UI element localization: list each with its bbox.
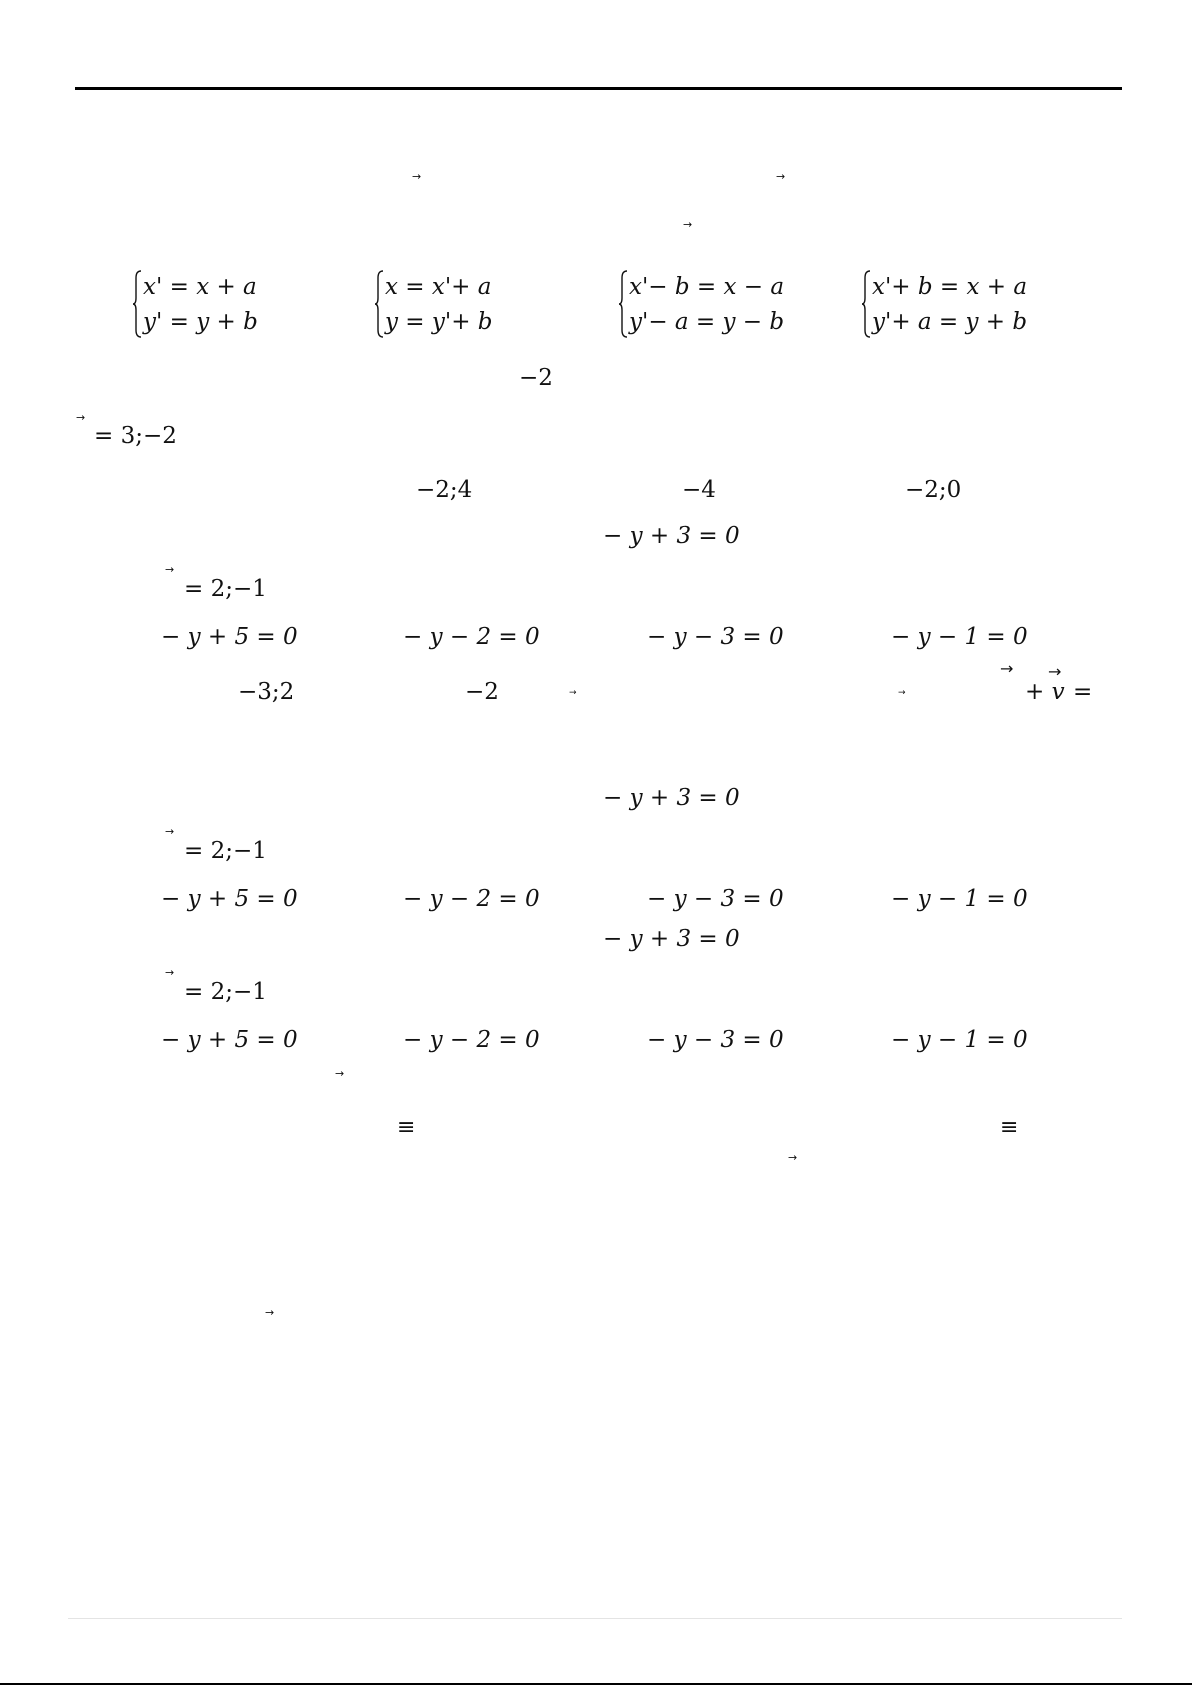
line-equation: − y + 3 = 0 bbox=[603, 926, 740, 952]
system-line-2: y = y'+ b bbox=[385, 309, 493, 335]
vector-arrow-icon: → bbox=[1048, 662, 1062, 681]
system-line-1: x'+ b = x + a bbox=[872, 274, 1028, 300]
system-option-d bbox=[862, 270, 1028, 338]
answer-option: − y + 5 = 0 bbox=[161, 886, 298, 912]
system-line-2: y'+ a = y + b bbox=[872, 309, 1028, 335]
vector-arrow-icon: → bbox=[1000, 659, 1014, 678]
left-brace-icon bbox=[133, 270, 143, 338]
answer-option: − y − 2 = 0 bbox=[403, 886, 540, 912]
coincides-symbol-icon: ≡ bbox=[1000, 1115, 1019, 1140]
math-fragment: −2;0 bbox=[905, 477, 962, 503]
system-line-1: x = x'+ a bbox=[385, 274, 492, 300]
answer-option: − y − 3 = 0 bbox=[647, 886, 784, 912]
coincides-symbol-icon: ≡ bbox=[397, 1115, 416, 1140]
header-rule bbox=[75, 87, 1122, 90]
vector-arrow-icon: → bbox=[412, 170, 422, 183]
vector-arrow-icon: → bbox=[898, 688, 906, 698]
vector-arrow-icon: → bbox=[76, 411, 86, 424]
vector-arrow-icon: → bbox=[165, 825, 175, 838]
vector-arrow-icon: → bbox=[788, 1151, 798, 1164]
vector-arrow-icon: → bbox=[683, 218, 693, 231]
math-fragment: −2 bbox=[465, 679, 499, 705]
line-equation: − y + 3 = 0 bbox=[603, 523, 740, 549]
system-line-2: y' = y + b bbox=[143, 309, 258, 335]
vector-value: = 2;−1 bbox=[184, 979, 267, 1005]
left-brace-icon bbox=[862, 270, 872, 338]
vector-value: = 2;−1 bbox=[184, 838, 267, 864]
answer-option: − y − 1 = 0 bbox=[891, 624, 1028, 650]
equals-sign: = bbox=[1073, 679, 1093, 705]
math-fragment: −2 bbox=[519, 365, 553, 391]
vector-arrow-icon: → bbox=[569, 688, 577, 698]
left-brace-icon bbox=[619, 270, 629, 338]
vector-arrow-icon: → bbox=[776, 170, 786, 183]
vector-arrow-icon: → bbox=[265, 1306, 275, 1319]
answer-option: − y + 5 = 0 bbox=[161, 624, 298, 650]
answer-option: − y + 5 = 0 bbox=[161, 1027, 298, 1053]
vector-sum: + v bbox=[1025, 679, 1065, 705]
system-option-a bbox=[133, 270, 293, 338]
answer-option: − y − 3 = 0 bbox=[647, 1027, 784, 1053]
answer-option: − y − 3 = 0 bbox=[647, 624, 784, 650]
system-line-2: y'− a = y − b bbox=[629, 309, 785, 335]
point-coordinates: −3;2 bbox=[238, 679, 295, 705]
answer-option: − y − 1 = 0 bbox=[891, 1027, 1028, 1053]
answer-option: − y − 2 = 0 bbox=[403, 624, 540, 650]
answer-option: − y − 2 = 0 bbox=[403, 1027, 540, 1053]
left-brace-icon bbox=[375, 270, 385, 338]
system-option-b bbox=[375, 270, 535, 338]
answer-option: − y − 1 = 0 bbox=[891, 886, 1028, 912]
system-option-c bbox=[619, 270, 785, 338]
system-line-1: x' = x + a bbox=[143, 274, 257, 300]
math-fragment: −2;4 bbox=[416, 477, 473, 503]
vector-value: = 2;−1 bbox=[184, 576, 267, 602]
system-line-1: x'− b = x − a bbox=[629, 274, 785, 300]
vector-value: = 3;−2 bbox=[94, 423, 177, 449]
vector-arrow-icon: → bbox=[335, 1067, 345, 1080]
vector-arrow-icon: → bbox=[165, 563, 175, 576]
math-fragment: −4 bbox=[682, 477, 716, 503]
line-equation: − y + 3 = 0 bbox=[603, 785, 740, 811]
vector-arrow-icon: → bbox=[165, 966, 175, 979]
footer-rule bbox=[68, 1618, 1122, 1619]
